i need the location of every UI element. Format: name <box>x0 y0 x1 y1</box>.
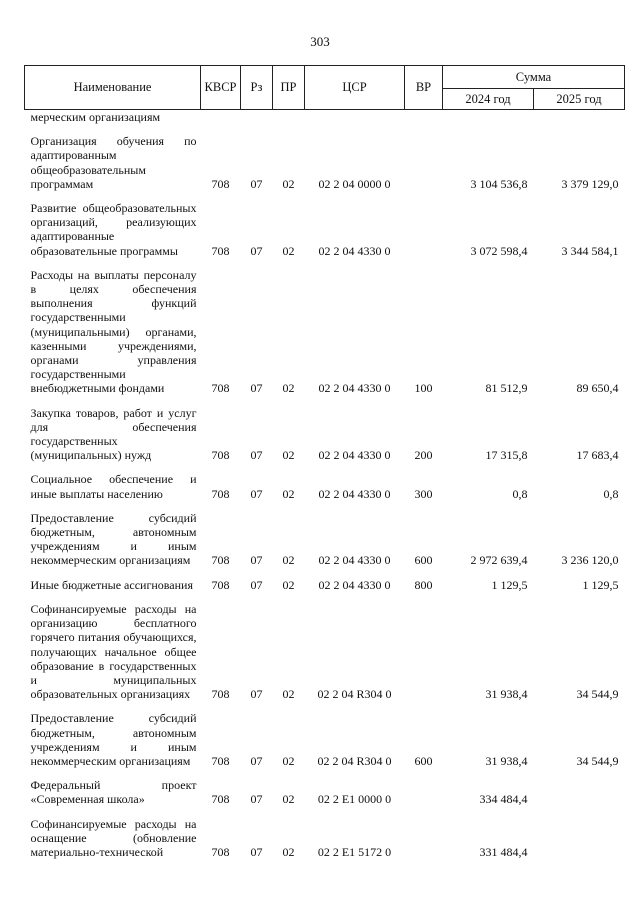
row-pr: 02 <box>282 553 295 568</box>
header-csr: ЦСР <box>305 66 405 110</box>
row-kvsr: 708 <box>211 553 230 568</box>
row-vr <box>405 778 443 808</box>
table-row <box>25 602 625 703</box>
row-rz: 07 <box>250 486 263 501</box>
header-pr: ПР <box>273 66 305 110</box>
row-kvsr: 708 <box>211 176 230 191</box>
row-kvsr: 708 <box>211 753 230 768</box>
row-pr: 02 <box>282 753 295 768</box>
row-rz: 07 <box>250 381 263 396</box>
row-sum-2024: 334 484,4 <box>479 792 528 807</box>
header-year-2025: 2025 год <box>534 89 625 110</box>
row-sum-2025: 34 544,9 <box>576 753 619 768</box>
row-pr: 02 <box>282 381 295 396</box>
row-vr <box>405 201 443 260</box>
row-rz: 07 <box>250 243 263 258</box>
row-pr: 02 <box>282 577 295 592</box>
row-vr <box>405 110 443 127</box>
row-csr: 02 2 04 0000 0 <box>318 176 391 191</box>
row-sum-2025: 3 236 120,0 <box>561 553 619 568</box>
row-sum-2024: 3 072 598,4 <box>470 243 528 258</box>
row-vr: 600 <box>414 753 433 768</box>
row-sum-2025 <box>534 817 625 862</box>
row-name: мерческим организациям <box>30 110 161 124</box>
table-row <box>25 578 625 594</box>
row-kvsr: 708 <box>211 381 230 396</box>
table-row <box>25 110 625 127</box>
row-csr: 02 2 E1 5172 0 <box>317 844 392 859</box>
row-name: Социальное обеспечение и иные выплаты населению <box>30 472 197 501</box>
table-row <box>25 778 625 808</box>
row-pr: 02 <box>282 844 295 859</box>
header-rz: Рз <box>241 66 273 110</box>
row-rz <box>241 110 273 127</box>
row-rz: 07 <box>250 792 263 807</box>
row-csr: 02 2 04 R304 0 <box>317 687 392 702</box>
row-name: Софинансируемые расходы на организацию бесплатного горячего питания обучающихся, получающих начальное общее образование в государственных и муниципальных образовательных организациях <box>30 601 197 702</box>
table-row <box>25 472 625 502</box>
row-csr: 02 2 04 4330 0 <box>318 577 391 592</box>
row-sum-2024: 0,8 <box>512 486 528 501</box>
row-rz: 07 <box>250 687 263 702</box>
row-vr <box>405 602 443 703</box>
row-sum-2025: 3 379 129,0 <box>561 176 619 191</box>
row-rz: 07 <box>250 753 263 768</box>
header-name: Наименование <box>25 66 201 110</box>
row-csr: 02 2 E1 0000 0 <box>317 792 392 807</box>
header-kvsr: КВСР <box>201 66 241 110</box>
budget-table <box>24 65 625 861</box>
row-pr: 02 <box>282 176 295 191</box>
row-sum-2025 <box>534 110 625 127</box>
row-sum-2024: 1 129,5 <box>491 577 528 592</box>
header-sum: Сумма <box>443 66 625 89</box>
row-name: Федеральный проект «Современная школа» <box>30 778 197 807</box>
row-pr <box>273 110 305 127</box>
row-sum-2024: 2 972 639,4 <box>470 553 528 568</box>
row-csr: 02 2 04 4330 0 <box>318 553 391 568</box>
row-rz: 07 <box>250 577 263 592</box>
row-sum-2025: 89 650,4 <box>576 381 619 396</box>
row-name: Предоставление субсидий бюджетным, автономным учреждениям и иным некоммерческим организациям <box>30 510 197 568</box>
row-name: Предоставление субсидий бюджетным, автономным учреждениям и иным некоммерческим организациям <box>30 711 197 768</box>
row-sum-2025: 3 344 584,1 <box>561 243 619 258</box>
row-csr: 02 2 04 4330 0 <box>318 243 391 258</box>
row-sum-2024: 31 938,4 <box>485 687 528 702</box>
row-kvsr: 708 <box>211 687 230 702</box>
row-csr: 02 2 04 4330 0 <box>318 486 391 501</box>
table-row <box>25 201 625 260</box>
row-csr: 02 2 04 4330 0 <box>318 381 391 396</box>
row-name: Закупка товаров, работ и услуг для обеспечения государственных (муниципальных) нужд <box>30 405 197 463</box>
row-pr: 02 <box>282 448 295 463</box>
row-name: Иные бюджетные ассигнования <box>30 577 193 592</box>
row-rz: 07 <box>250 176 263 191</box>
row-vr: 600 <box>414 553 433 568</box>
row-pr: 02 <box>282 687 295 702</box>
row-sum-2025 <box>534 778 625 808</box>
table-header <box>25 66 625 110</box>
row-vr <box>405 134 443 193</box>
page-number: 303 <box>310 34 330 49</box>
table-row <box>25 511 625 570</box>
row-name: Софинансируемые расходы на оснащение (обновление материально-технической <box>30 816 197 859</box>
row-sum-2024 <box>443 110 534 127</box>
row-vr <box>405 817 443 862</box>
row-kvsr: 708 <box>211 486 230 501</box>
row-name: Организация обучения по адаптированным общеобразовательным программам <box>30 134 197 191</box>
row-csr: 02 2 04 4330 0 <box>318 448 391 463</box>
row-rz: 07 <box>250 844 263 859</box>
row-kvsr: 708 <box>211 243 230 258</box>
row-vr: 300 <box>414 486 433 501</box>
table-body <box>25 110 625 862</box>
row-sum-2025: 17 683,4 <box>576 448 619 463</box>
row-sum-2024: 31 938,4 <box>485 753 528 768</box>
row-pr: 02 <box>282 486 295 501</box>
table-row <box>25 817 625 862</box>
row-csr: 02 2 04 R304 0 <box>317 753 392 768</box>
row-sum-2024: 81 512,9 <box>485 381 528 396</box>
row-sum-2024: 17 315,8 <box>485 448 528 463</box>
row-kvsr: 708 <box>211 844 230 859</box>
row-name: Развитие общеобразовательных организаций, реализующих адаптированные образовательные программы <box>30 201 197 258</box>
row-kvsr <box>201 110 241 127</box>
row-kvsr: 708 <box>211 792 230 807</box>
row-vr: 800 <box>414 577 433 592</box>
table-row <box>25 711 625 770</box>
row-sum-2024: 331 484,4 <box>479 844 528 859</box>
row-kvsr: 708 <box>211 577 230 592</box>
row-sum-2025: 34 544,9 <box>576 687 619 702</box>
row-pr: 02 <box>282 243 295 258</box>
row-vr: 100 <box>414 381 433 396</box>
row-sum-2025: 1 129,5 <box>582 577 619 592</box>
row-rz: 07 <box>250 448 263 463</box>
header-vr: ВР <box>405 66 443 110</box>
row-kvsr: 708 <box>211 448 230 463</box>
header-year-2024: 2024 год <box>443 89 534 110</box>
row-pr: 02 <box>282 792 295 807</box>
row-sum-2024: 3 104 536,8 <box>470 176 528 191</box>
table-row <box>25 134 625 193</box>
table-row <box>25 268 625 398</box>
table-row <box>25 406 625 465</box>
row-csr <box>305 110 405 127</box>
row-name: Расходы на выплаты персоналу в целях обеспечения выполнения функций государственными (муниципальными) органами, казенными учреждениями, органами управления государственными внебюджетными фондами <box>30 267 197 396</box>
row-rz: 07 <box>250 553 263 568</box>
row-sum-2025: 0,8 <box>603 486 619 501</box>
row-vr: 200 <box>414 448 433 463</box>
